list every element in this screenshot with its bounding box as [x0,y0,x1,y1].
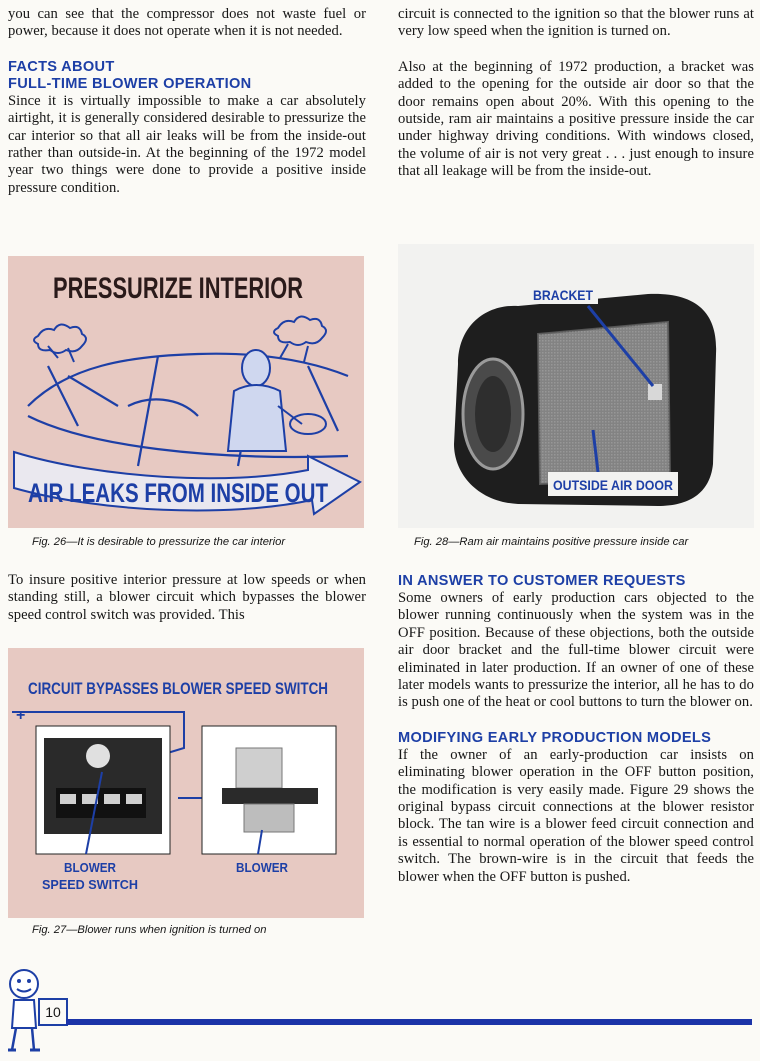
figure-27-illustration [8,648,364,918]
right-intro-paragraph: circuit is connected to the ignition so that the blower runs at very low speed when the ignition is turned on. [398,6,754,40]
left-column-bottom [8,572,366,624]
fig26-title: PRESSURIZE INTERIOR [53,272,304,305]
heading-modifying-early: MODIFYING EARLY PRODUCTION MODELS [398,729,712,746]
fig28-bracket-label: BRACKET [533,287,594,303]
air-door-photo [398,244,754,528]
page-number-box [38,998,68,1026]
page-number: 10 [45,1004,61,1020]
heading-customer-requests: IN ANSWER TO CUSTOMER REQUESTS [398,573,686,589]
left-intro-paragraph: you can see that the compressor does not waste fuel or power, because it does not operate when it is not needed. [8,6,366,40]
heading-facts-about: FACTS ABOUT [8,58,115,75]
bypass-circuit-drawing [8,648,364,918]
right-paragraph-bracket: Also at the beginning of 1972 production, a bracket was added to the opening for the outside air door so that the door remains open about 20%. With this opening to the outside, ram air maintains a positive pressure inside the car under highway driving conditions. With windows closed, the volume of air is not very great . . . just enough to insure that all leakage will be from the inside-out. [398,58,754,180]
right-paragraph-modifying: If the owner of an early-production car insists on eliminating blower operation in the OFF button position, the modification is very easily made. Figure 29 shows the original bypass circuit connections at the blower resistor block. The tan wire is a blower feed circuit connection and is essential to normal operation of the blower speed control switch. The brown-wire is in the circuit that feeds the blower when the OFF button is pushed. [398,746,754,885]
fig27-label-blower-1: BLOWER [64,860,117,875]
pressurize-car-drawing [8,256,364,528]
figure-26-illustration [8,256,364,528]
right-column-bottom [398,573,754,886]
fig26-banner-text: AIR LEAKS FROM INSIDE OUT [28,478,329,508]
figure-28-photo [398,244,754,528]
right-paragraph-requests: Some owners of early production cars objected to the blower running continuously when the system was in the OFF position. Because of these objections, both the outside air door bracket and the full-time blower circuit were eliminated in later production. If an owner of one of these later models wants to pressurize the interior, all he has to do is push one of the heat or cool buttons to turn the blower on. [398,590,754,711]
fig28-door-label: OUTSIDE AIR DOOR [553,477,673,493]
footer-rule [66,1019,752,1025]
left-paragraph-pressurize: Since it is virtually impossible to make a car absolutely airtight, it is generally considered desirable to pressurize the car interior so that all air leaks will be from the inside-out rather than outside-in. At the beginning of the 1972 model year two things were done to provide a positive inside pressure condition. [8,92,366,196]
fig27-plus-sign: + [16,707,26,724]
figure-27-caption: Fig. 27—Blower runs when ignition is turned on [32,924,267,936]
fig27-label-speed-switch: SPEED SWITCH [42,877,138,892]
right-column-top [398,6,754,181]
left-column-top [8,6,366,197]
left-paragraph-bypass: To insure positive interior pressure at low speeds or when standing still, a blower circuit which bypasses the blower speed control switch was provided. This [8,572,366,623]
fig27-label-blower-2: BLOWER [236,860,289,875]
figure-26-caption: Fig. 26—It is desirable to pressurize the car interior [32,536,286,548]
figure-28-caption: Fig. 28—Ram air maintains positive pressure inside car [414,536,689,548]
fig27-title: CIRCUIT BYPASSES BLOWER SPEED SWITCH [28,679,328,698]
heading-full-time-blower: FULL-TIME BLOWER OPERATION [8,75,252,92]
